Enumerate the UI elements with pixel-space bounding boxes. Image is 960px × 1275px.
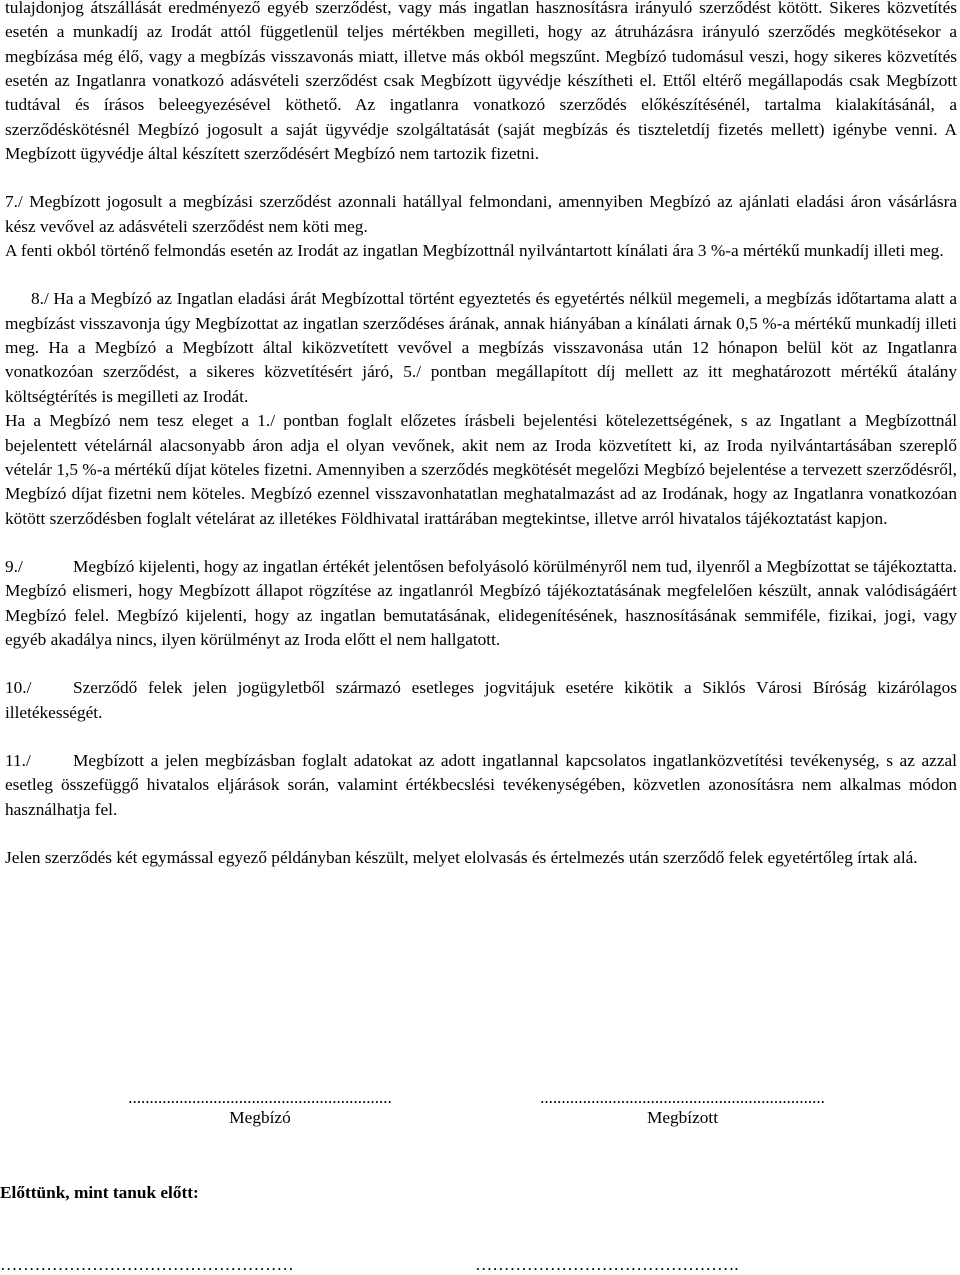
signature-label-client: Megbízó <box>229 1108 291 1127</box>
signature-block-agent <box>500 1088 865 1128</box>
paragraph-intro: tulajdonjog átszállását eredményező egyéb szerződést, vagy más ingatlan hasznosításra irányuló szerződést kötött. Sikeres közvetítés esetén a munkadíj az Irodát attól függetlenül teljes mértékben megilleti, hogy az átruházásra irányuló szerződés megkötésekor a megbízása még élő, vagy a megbízás visszavonás miatt, illetve más okból megszűnt. Megbízó tudomásul veszi, hogy sikeres közvetítés esetén az Ingatlanra vonatkozó adásvételi szerződést csak Megbízott ügyvédje készítheti el. Ettől eltérő megállapodás csak Megbízott tudtával és írásos beleegyezésével köthető. Az ingatlanra vonatkozó szerződés előkészítésénél, tartalma kialakításánál, a szerződéskötésnél Megbízó jogosult a saját ügyvédje szolgáltatását (saját megbízás és tiszteletdíj fizetés mellett) igénybe venni. A Megbízott ügyvédje által készített szerződésért Megbízó nem tartozik fizetni. <box>5 0 957 164</box>
paragraph-11 <box>5 749 957 822</box>
witness-line-2: ………………………………………. <box>475 1255 739 1274</box>
paragraph-7a: 7./ Megbízott jogosult a megbízási szerződést azonnali hatállyal felmondani, amennyiben Megbízó az ajánlati eladási áron vásárlásra kész vevővel az adásvételi szerződést nem köti meg. <box>5 192 957 236</box>
paragraph-9-text: Megbízó kijelenti, hogy az ingatlan értékét jelentősen befolyásoló körülményről nem tud, ilyenről a Megbízottat se tájékoztatta. Megbízó elismeri, hogy Megbízott állapot rögzítése az ingatlanról Megbízó tájékoztatásának megfelelően készült, annak valódiságáért Megbízó felel. Megbízó kijelenti, hogy az ingatlan bemutatásának, elidegenítésének, hasznosításának semmiféle, fizikai, jogi, vagy egyéb akadálya nincs, ilyen körülményt az Iroda előtt el nem hallgatott. <box>5 556 957 649</box>
signature-row <box>0 1088 952 1138</box>
paragraph-10-number: 10./ <box>5 678 32 698</box>
paragraph-10 <box>5 676 957 725</box>
signature-block-client <box>90 1088 430 1128</box>
paragraph-10-text: Szerződő felek jelen jogügyletből származó esetleges jogvitájuk esetére kikötik a Siklós Városi Bíróság kizárólagos illetékességét. <box>5 678 957 722</box>
signature-label-agent: Megbízott <box>646 1108 719 1127</box>
paragraph-9 <box>5 555 957 652</box>
paragraph-8b: Ha a Megbízó nem tesz eleget a 1./ pontban foglalt előzetes írásbeli bejelentési kötelezettségének, s az Ingatlant a Megbízottnál bejelentett vételárnál alacsonyabb áron adja el olyan vevőnek, akit nem az Iroda közvetített ki, az Iroda nyilvántartásában szereplő vételár 1,5 %-a mértékű díjat köteles fizetni. Amennyiben a szerződés megkötését megelőzi Megbízó bejelentése a tervezett szerződésről, Megbízó díjat fizetni nem köteles. Megbízó ezennel visszavonhatatlan meghatalmazást ad az Irodának, hogy az Ingatlanra vonatkozóan kötött szerződésben foglalt vételárat az illetékes Földhivatal irattárában megtekintse, illetve arról hivatalos tájékoztatást kapjon. <box>5 411 957 528</box>
document-page <box>5 0 957 870</box>
signature-line-agent: ................................................................... <box>540 1088 825 1107</box>
paragraph-11-text: Megbízott a jelen megbízásban foglalt adatokat az adott ingatlannal kapcsolatos ingatlanközvetítési tevékenység, s az azzal esetleg összefüggő hivatalos eljárások során, valamint értékbecslési tevékenységében, közvetlen azonosításra nem alkalmas módon használhatja fel. <box>5 750 957 819</box>
paragraph-closing: Jelen szerződés két egymással egyező példányban készült, melyet elolvasás és értelmezés után szerződő felek egyetértőleg írtak alá. <box>5 847 918 867</box>
signature-line-client: .............................................................. <box>128 1088 392 1107</box>
paragraph-7b: A fenti okból történő felmondás esetén az Irodát az ingatlan Megbízottnál nyilvántartott kínálati ára 3 %-a mértékű munkadíj illeti meg. <box>5 241 944 261</box>
paragraph-11-number: 11./ <box>5 750 31 770</box>
witness-line-1: …………………………………………… <box>0 1255 294 1274</box>
witness-heading: Előttünk, mint tanuk előtt: <box>0 1183 199 1202</box>
paragraph-9-number: 9./ <box>5 556 23 576</box>
paragraph-8a: 8./ Ha a Megbízó az Ingatlan eladási árát Megbízottal történt egyeztetés és egyetértés nélkül megemeli, a megbízás időtartama alatt a megbízást visszavonja úgy Megbízottat az ingatlan szerződéses árának, annak hiányában a kínálati árnak 0,5 %-a mértékű munkadíj illeti meg. Ha a Megbízó a Megbízott által kiközvetített vevővel a megbízás visszavonása után 12 hónapon belül köt az Ingatlanra vonatkozóan szerződést, a sikeres közvetítésért járó, 5./ pontban megállapított díj mellett az itt meghatározott mértékű átalány költségtérítés is megilleti az Irodát. <box>5 289 957 406</box>
